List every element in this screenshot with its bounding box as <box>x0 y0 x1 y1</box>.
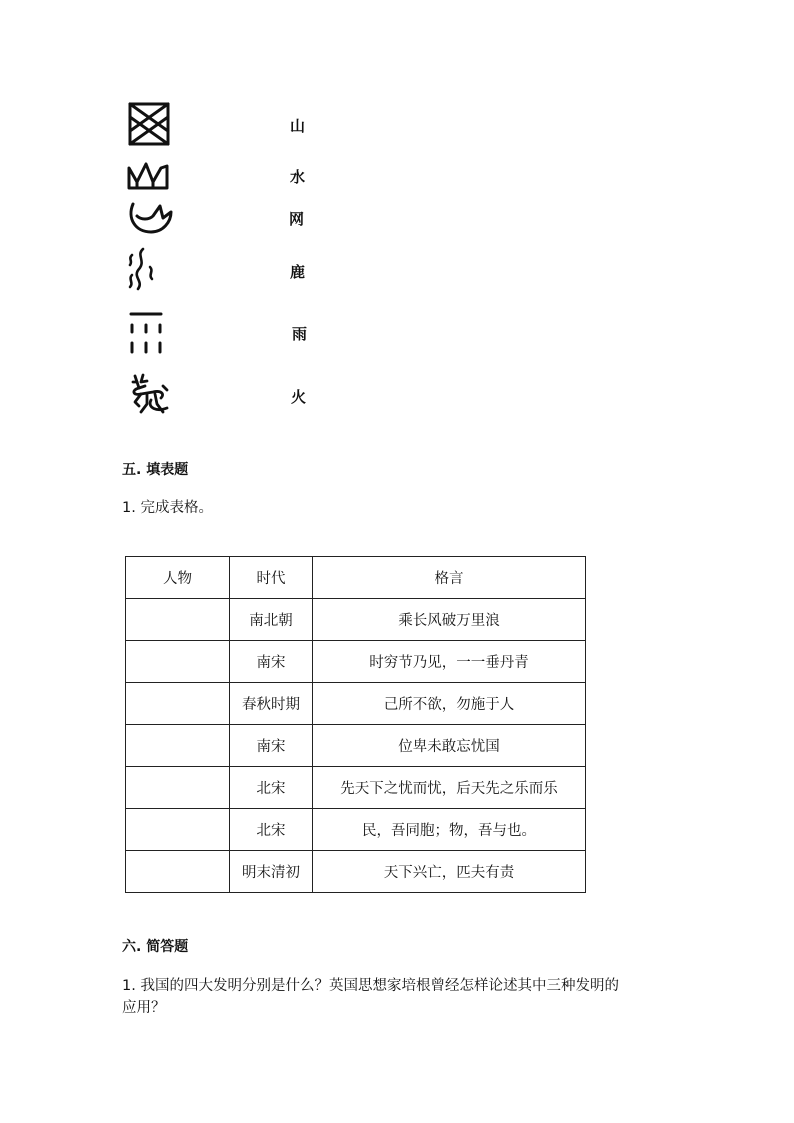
mountain-pictograph-icon <box>126 160 170 192</box>
person-cell[interactable] <box>126 641 230 683</box>
table-row <box>126 851 586 893</box>
character-shan: 山 <box>290 117 306 135</box>
section-6-question-line-2: 应用？ <box>122 1000 166 1016</box>
person-cell[interactable] <box>126 725 230 767</box>
table-header-row <box>126 557 586 599</box>
motto-cell: 乘长风破万里浪 <box>313 599 586 641</box>
deer-pictograph-icon <box>127 372 173 418</box>
fill-in-table <box>125 556 586 893</box>
character-wang: 网 <box>289 210 305 228</box>
era-cell: 北宋 <box>230 809 313 851</box>
character-lu: 鹿 <box>290 263 306 281</box>
motto-cell: 时穷节乃见，一一垂丹青 <box>313 641 586 683</box>
section-5-title: 五. 填表题 <box>122 462 189 478</box>
character-shui: 水 <box>290 168 306 186</box>
section-6-title: 六. 简答题 <box>122 939 189 955</box>
table-row <box>126 767 586 809</box>
motto-cell: 位卑未敢忘忧国 <box>313 725 586 767</box>
character-yu: 雨 <box>292 325 308 343</box>
header-motto: 格言 <box>313 557 586 599</box>
era-cell: 南宋 <box>230 725 313 767</box>
era-cell: 南宋 <box>230 641 313 683</box>
rain-pictograph-icon <box>129 311 163 355</box>
table-row <box>126 599 586 641</box>
net-pictograph-icon <box>127 101 171 147</box>
table-row <box>126 725 586 767</box>
table-row <box>126 683 586 725</box>
fire-pictograph-icon <box>127 198 175 236</box>
person-cell[interactable] <box>126 851 230 893</box>
header-era: 时代 <box>230 557 313 599</box>
table-row <box>126 641 586 683</box>
water-pictograph-icon <box>126 247 156 291</box>
table-row <box>126 809 586 851</box>
motto-cell: 己所不欲，勿施于人 <box>313 683 586 725</box>
character-huo: 火 <box>291 388 307 406</box>
era-cell: 明末清初 <box>230 851 313 893</box>
person-cell[interactable] <box>126 683 230 725</box>
person-cell[interactable] <box>126 767 230 809</box>
section-6-question <box>122 975 619 1019</box>
motto-cell: 民，吾同胞；物，吾与也。 <box>313 809 586 851</box>
motto-cell: 先天下之忧而忧，后天先之乐而乐 <box>313 767 586 809</box>
header-person: 人物 <box>126 557 230 599</box>
section-5-question: 1. 完成表格。 <box>122 500 213 516</box>
era-cell: 南北朝 <box>230 599 313 641</box>
person-cell[interactable] <box>126 599 230 641</box>
era-cell: 春秋时期 <box>230 683 313 725</box>
section-6-question-line-1: 1. 我国的四大发明分别是什么？英国思想家培根曾经怎样论述其中三种发明的 <box>122 978 619 994</box>
motto-cell: 天下兴亡，匹夫有责 <box>313 851 586 893</box>
person-cell[interactable] <box>126 809 230 851</box>
era-cell: 北宋 <box>230 767 313 809</box>
